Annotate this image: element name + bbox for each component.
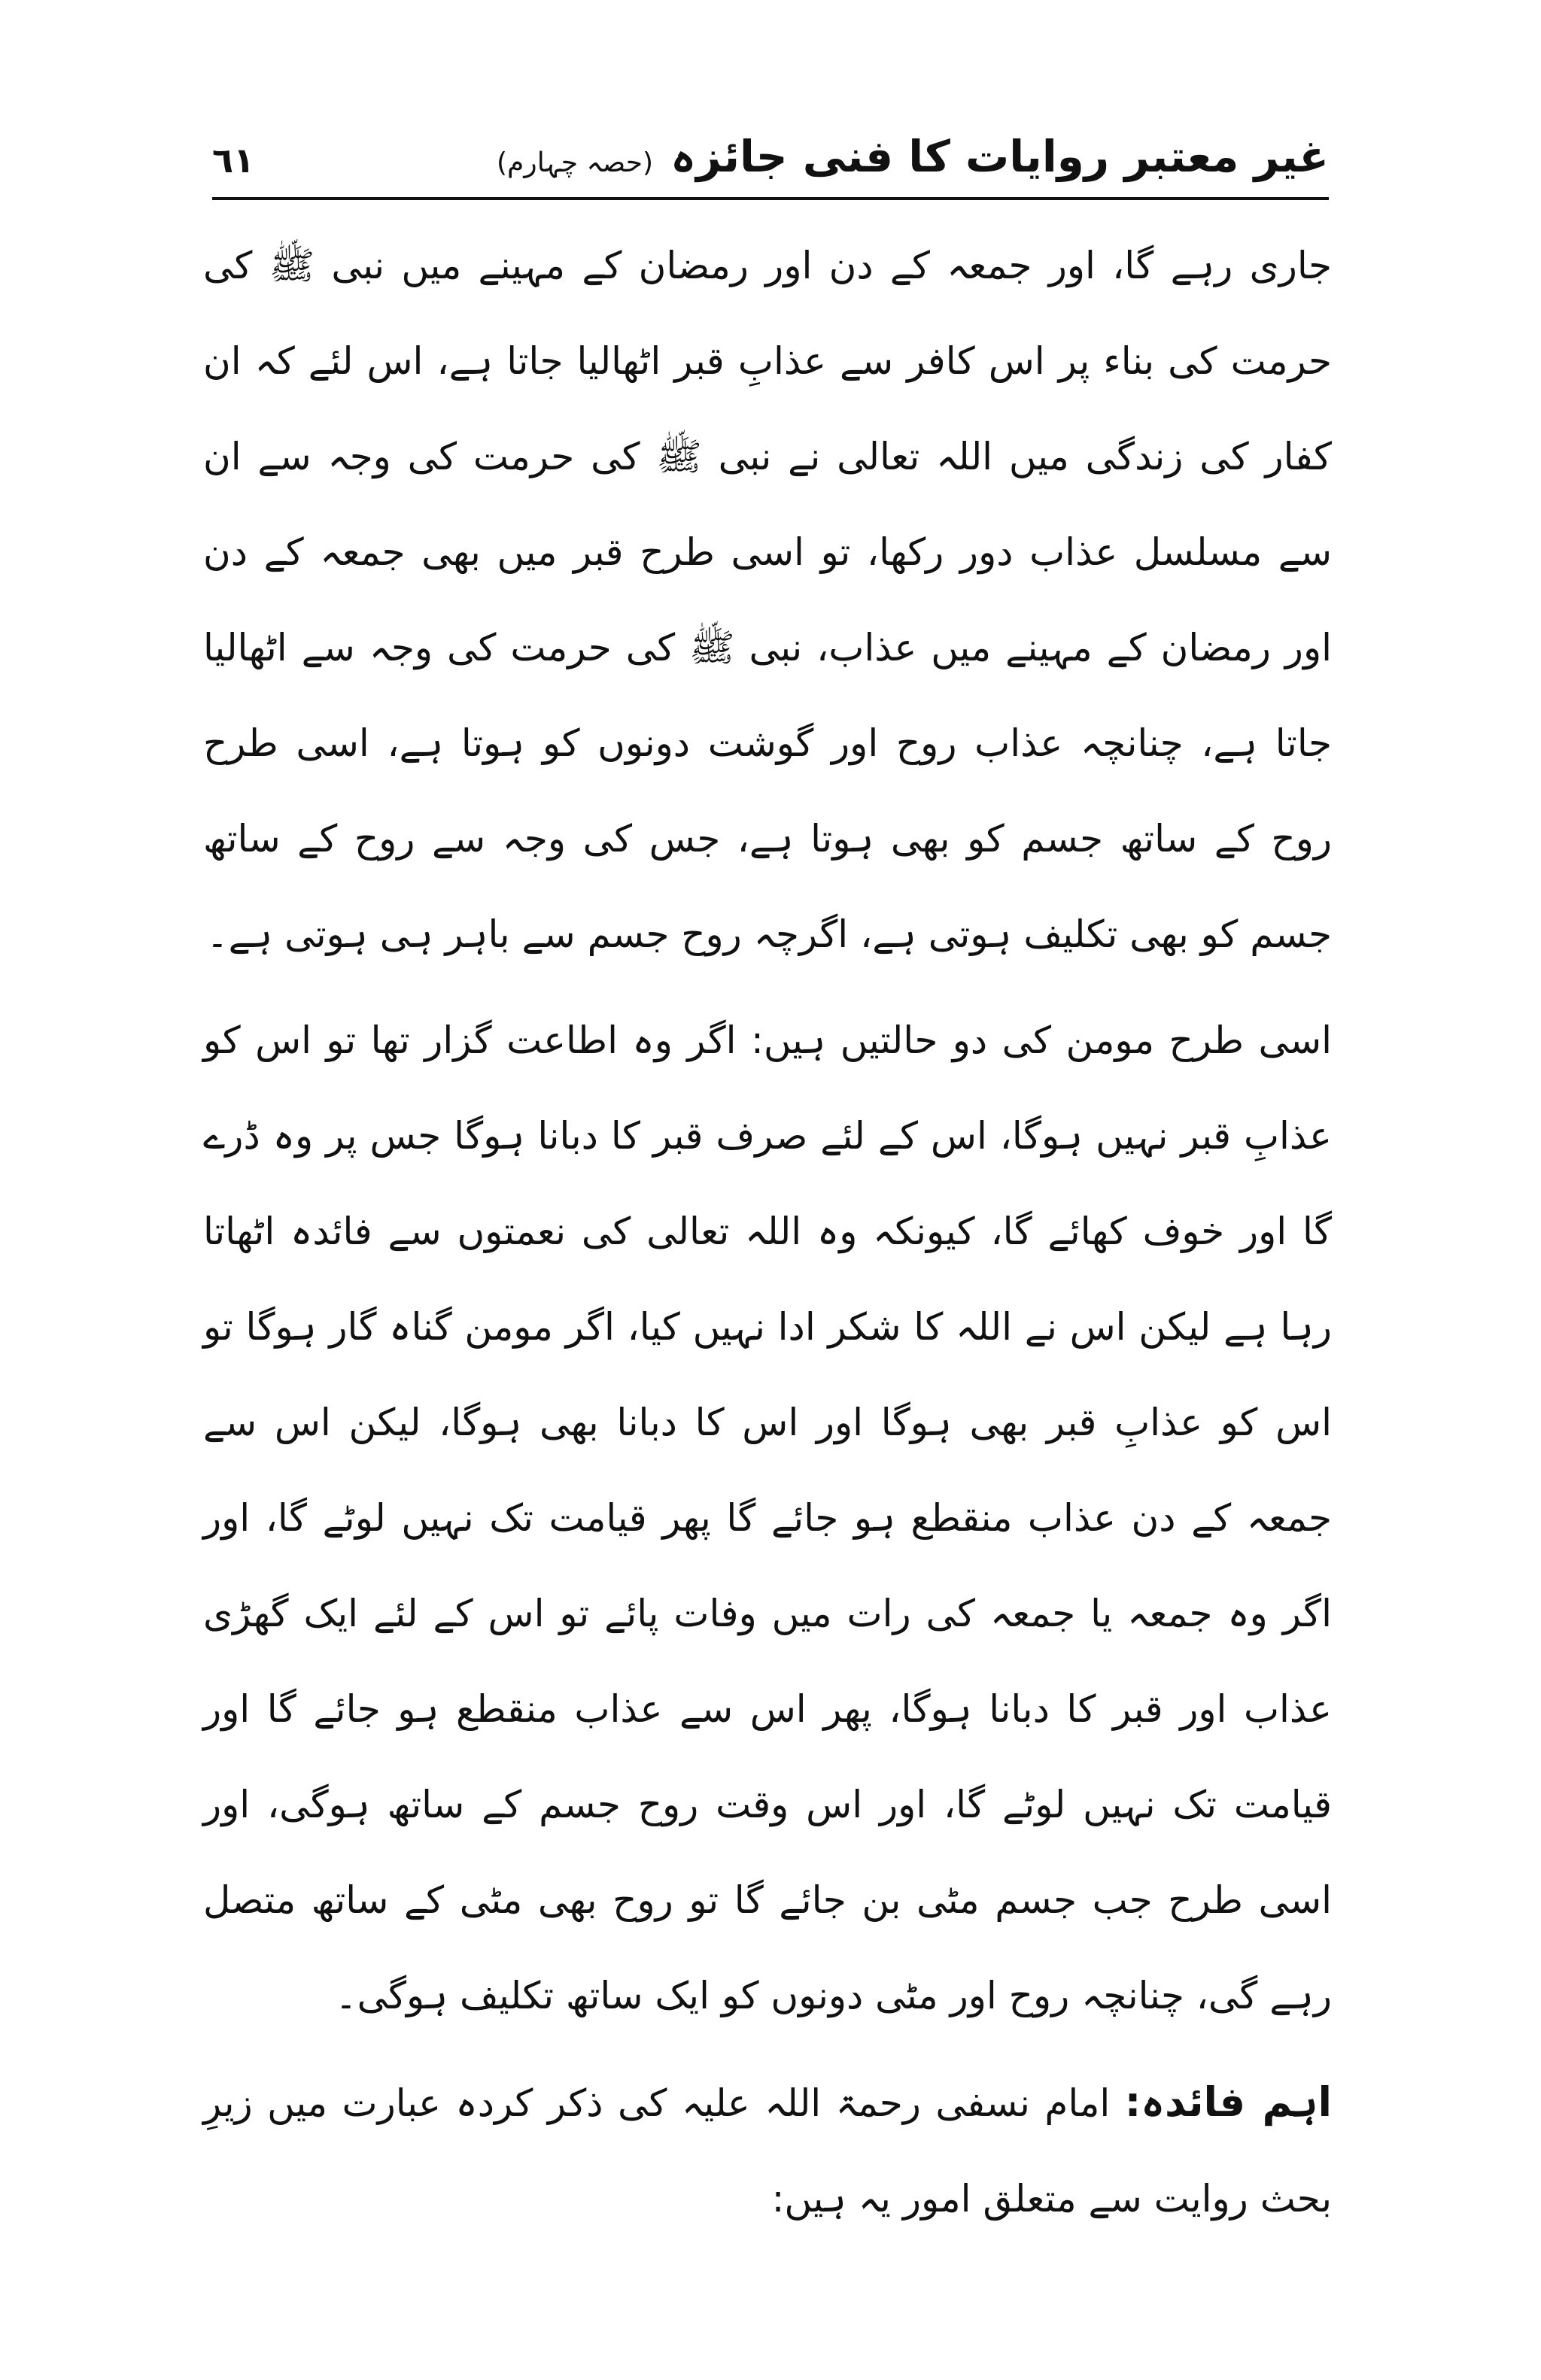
body-text <box>203 218 1332 2247</box>
book-title: غیر معتبر روایات کا فنی جائزہ <box>670 131 1329 182</box>
note-label: اہم فائدہ: <box>1124 2078 1332 2126</box>
page-number: ٦١ <box>212 140 255 181</box>
running-title <box>497 131 1329 182</box>
note-paragraph <box>203 2054 1332 2247</box>
header-divider <box>212 197 1329 200</box>
paragraph-2: اسی طرح مومن کی دو حالتیں ہیں: اگر وہ اطاعت گزار تھا تو اس کو عذابِ قبر نہیں ہوگا، اس کے لئے صرف قبر کا دبانا ہوگا جس پر وہ ڈرے گا اور خوف کھائے گا، کیونکہ وہ اللہ تعالی کی نعمتوں سے فائدہ اٹھاتا رہا ہے لیکن اس نے اللہ کا شکر ادا نہیں کیا، اگر مومن گناہ گار ہوگا تو اس کو عذابِ قبر بھی ہوگا اور اس کا دبانا بھی ہوگا، لیکن اس سے جمعہ کے دن عذاب منقطع ہو جائے گا پھر قیامت تک نہیں لوٹے گا، اور اگر وہ جمعہ یا جمعہ کی رات میں وفات پائے تو اس کے لئے ایک گھڑی عذاب اور قبر کا دبانا ہوگا، پھر اس سے عذاب منقطع ہو جائے گا اور قیامت تک نہیں لوٹے گا، اور اس وقت روح جسم کے ساتھ ہوگی، اور اسی طرح جب جسم مٹی بن جائے گا تو روح بھی مٹی کے ساتھ متصل رہے گی، چنانچہ روح اور مٹی دونوں کو ایک ساتھ تکلیف ہوگی۔ <box>203 1018 1332 2017</box>
paragraph-1: جاری رہے گا، اور جمعہ کے دن اور رمضان کے مہینے میں نبی ﷺ کی حرمت کی بناء پر اس کافر سے عذابِ قبر اٹھالیا جاتا ہے، اس لئے کہ ان کفار کی زندگی میں اللہ تعالی نے نبی ﷺ کی حرمت کی وجہ سے ان سے مسلسل عذاب دور رکھا، تو اسی طرح قبر میں بھی جمعہ کے دن اور رمضان کے مہینے میں عذاب، نبی ﷺ کی حرمت کی وجہ سے اٹھالیا جاتا ہے، چنانچہ عذاب روح اور گوشت دونوں کو ہوتا ہے، اسی طرح روح کے ساتھ جسم کو بھی ہوتا ہے، جس کی وجہ سے روح کے ساتھ جسم کو بھی تکلیف ہوتی ہے، اگرچہ روح جسم سے باہر ہی ہوتی ہے۔ <box>203 244 1332 956</box>
part-label: (حصہ چہارم) <box>496 147 654 178</box>
page-header <box>212 126 1329 199</box>
note-text: امام نسفی رحمۃ اللہ علیہ کی ذکر کردہ عبارت میں زیرِ بحث روایت سے متعلق امور یہ ہیں: <box>203 2081 1332 2221</box>
